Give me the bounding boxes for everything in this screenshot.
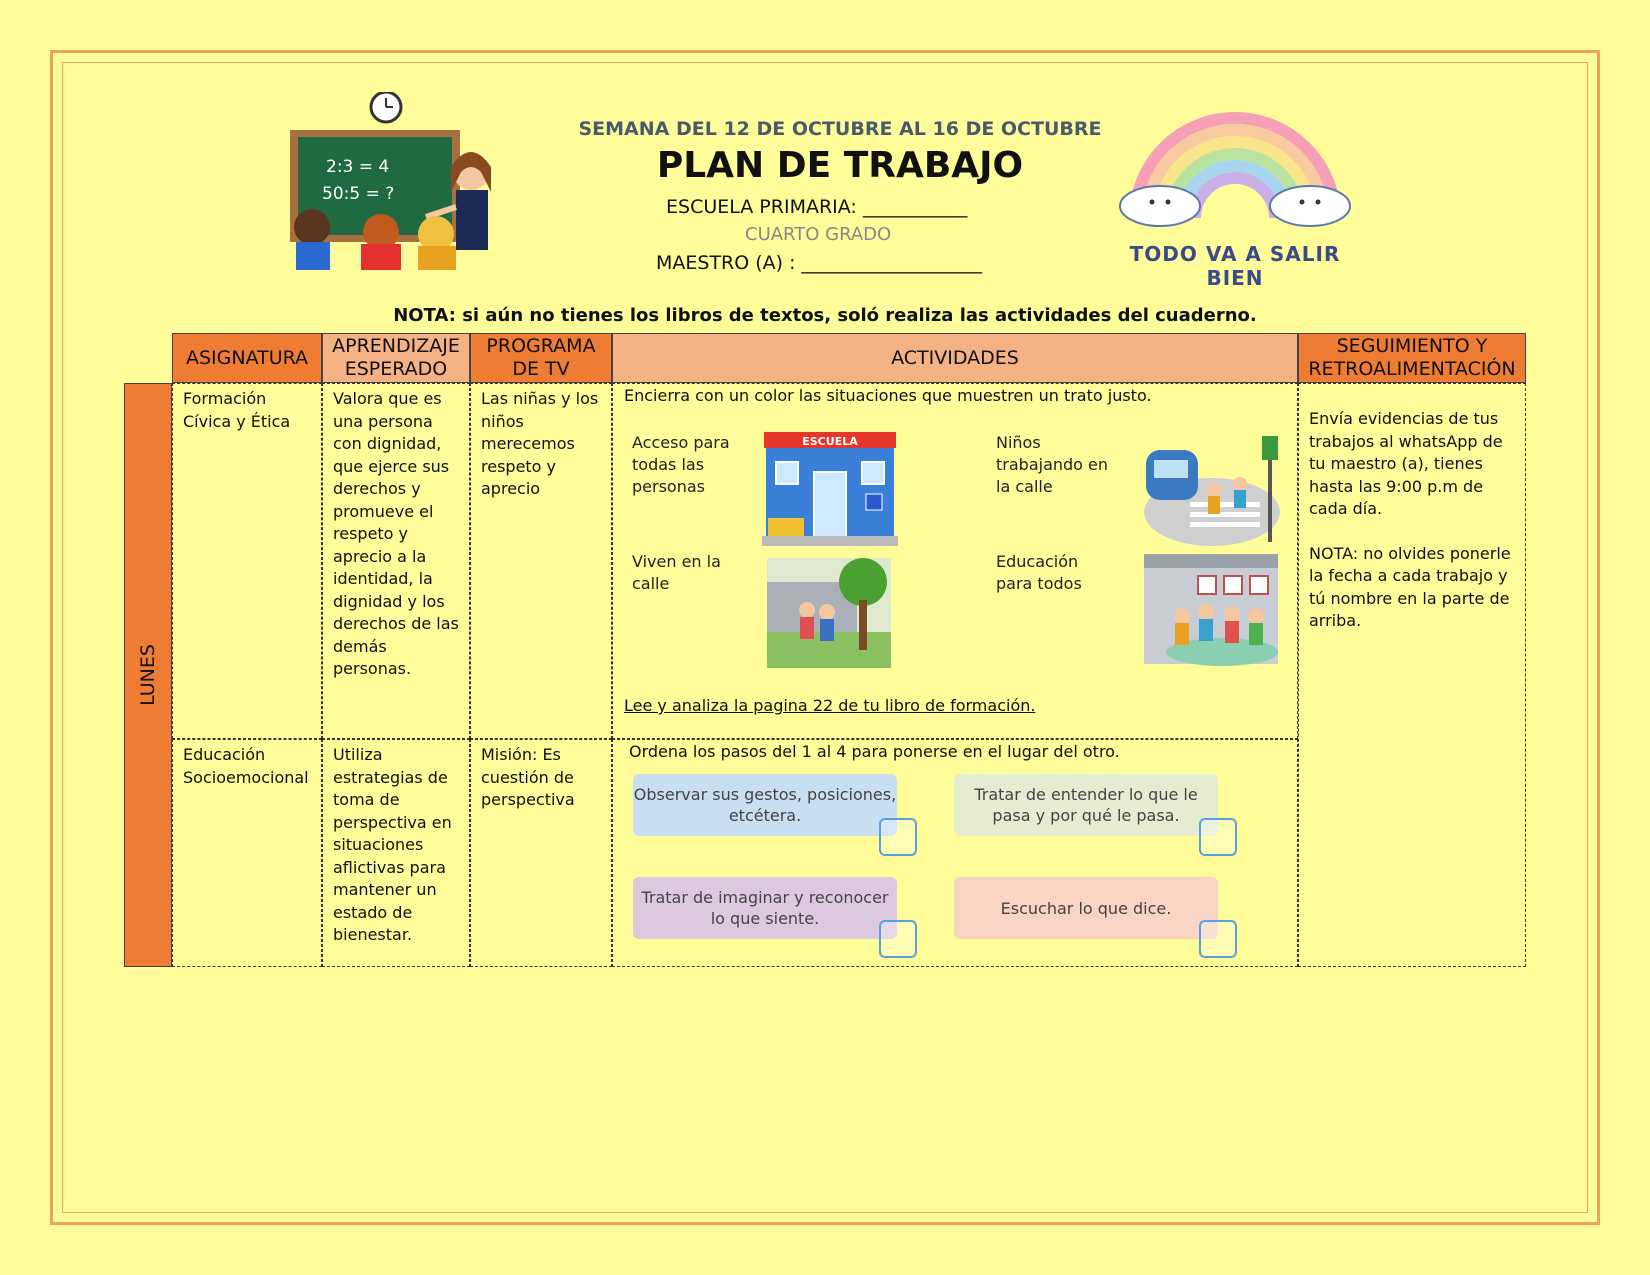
followup-text-2: NOTA: no olvides ponerle la fecha a cada trabajo y tú nombre en la parte de arriba. [1309,543,1511,630]
children-at-school-icon [1142,552,1280,667]
row2-learning [322,739,470,967]
step-imagine-checkbox[interactable] [879,920,917,958]
item-working-label: Niños trabajando en la calle [996,433,1109,496]
step-card-understand [954,774,1218,836]
page-title: PLAN DE TRABAJO [656,145,1024,186]
step-observe-checkbox[interactable] [879,818,917,856]
board-text-2: 50:5 = ? [322,184,395,204]
header-subject: ASIGNATURA [172,333,322,383]
step-understand-text: Tratar de entender lo que le pasa y por qué le pasa. [974,785,1198,825]
school-sign-text: ESCUELA [802,435,858,448]
step-observe-text: Observar sus gestos, posiciones, etcétera. [633,785,897,825]
header-tv: PROGRAMA DE TV [470,333,612,383]
children-in-street-icon [765,552,893,668]
children-crossing-street-icon [1142,432,1282,547]
followup-cell [1298,383,1526,967]
item-education-label: Educación para todos [996,552,1082,593]
row1-activity-title: Encierra con un color las situaciones que muestren un trato justo. [624,386,1152,405]
followup-text-1: Envía evidencias de tus trabajos al whatsApp de tu maestro (a), tienes hasta las 9:00 p.m de cada día. [1309,409,1503,518]
row1-subject-text: Formación Cívica y Ética [183,389,291,431]
row2-learning-text: Utiliza estrategias de toma de perspectiva en situaciones aflictivas para mantener un estado de bienestar. [333,745,452,944]
rainbow-caption: TODO VA A SALIR BIEN [1129,242,1341,290]
teacher-illustration-icon [286,92,504,272]
header-followup: SEGUIMIENTO Y RETROALIMENTACIÓN [1298,333,1526,383]
row2-subject [172,739,322,967]
rainbow-icon [1115,98,1355,228]
step-card-imagine [633,877,897,939]
row2-tv [470,739,612,967]
week-range: SEMANA DEL 12 DE OCTUBRE AL 16 DE OCTUBRE [578,118,1102,140]
row1-subject [172,383,322,739]
school-field: ESCUELA PRIMARIA: ___________ [666,196,968,218]
row1-learning [322,383,470,739]
row1-activity-footer: Lee y analiza la pagina 22 de tu libro de formación. [624,696,1036,715]
grade-label: CUARTO GRADO [745,224,892,245]
row2-subject-text: Educación Socioemocional [183,745,309,787]
step-listen-text: Escuchar lo que dice. [1000,898,1172,918]
step-understand-checkbox[interactable] [1199,818,1237,856]
day-label: LUNES [137,644,159,706]
header-activities: ACTIVIDADES [612,333,1298,383]
header-learning: APRENDIZAJE ESPERADO [322,333,470,383]
item-street-label: Viven en la calle [632,552,721,593]
step-card-observe [633,774,897,836]
row2-activity-title: Ordena los pasos del 1 al 4 para ponerse en el lugar del otro. [629,742,1120,761]
row1-learning-text: Valora que es una persona con dignidad, que ejerce sus derechos y promueve el respeto y aprecio a la identidad, la dignidad y los derechos de las demás personas. [333,389,459,678]
row1-tv [470,383,612,739]
board-text-1: 2:3 = 4 [326,157,390,177]
step-imagine-text: Tratar de imaginar y reconocer lo que siente. [641,888,889,928]
row2-tv-text: Misión: Es cuestión de perspectiva [481,745,575,809]
school-building-icon [762,432,898,547]
day-label-cell [124,383,172,967]
row1-tv-text: Las niñas y los niños merecemos respeto y aprecio [481,389,599,498]
step-card-listen [954,877,1218,939]
note-text: NOTA: si aún no tienes los libros de textos, soló realiza las actividades del cuaderno. [393,305,1257,326]
teacher-field: MAESTRO (A) : ___________________ [656,252,983,274]
item-access-label: Acceso para todas las personas [632,433,730,496]
step-listen-checkbox[interactable] [1199,920,1237,958]
